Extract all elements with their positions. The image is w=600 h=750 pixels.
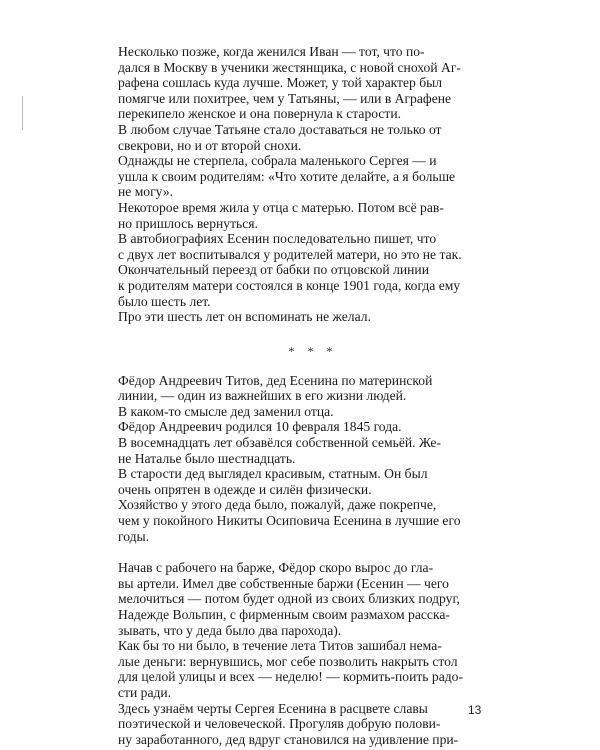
text-line: дался в Москву в ученики жестянщика, с новой снохой Аг- bbox=[118, 59, 461, 75]
text-line: к родителям матери состоялся в конце 1901 года, когда ему bbox=[118, 277, 461, 293]
text-line: годы. bbox=[118, 528, 150, 544]
text-line: ушла к своим родителям: «Что хотите делайте, а я больше bbox=[118, 168, 456, 184]
text-line: В любом случае Татьяне стало доставаться не только от bbox=[118, 121, 442, 137]
text-line: чем у покойного Никиты Осиповича Есенина в лучшие его bbox=[118, 513, 461, 529]
paragraph bbox=[118, 231, 480, 262]
paragraph-gap bbox=[118, 544, 480, 560]
text-line: Хозяйство у этого деда было, пожалуй, даже покрепче, bbox=[118, 497, 437, 513]
paragraph bbox=[118, 373, 480, 404]
text-line: Несколько позже, когда женился Иван — тот, что по- bbox=[118, 44, 425, 59]
text-line: В восемнадцать лет обзавёлся собственной семьёй. Же- bbox=[118, 435, 441, 451]
section-separator: * * * bbox=[288, 343, 338, 358]
text-line: сти ради. bbox=[118, 684, 172, 700]
paragraph bbox=[118, 466, 480, 497]
page-number: 13 bbox=[468, 703, 482, 717]
text-line: не могу». bbox=[118, 184, 174, 200]
scan-margin-mark bbox=[22, 96, 23, 130]
text-line: Однажды не стерпела, собрала маленького Сергея — и bbox=[118, 153, 437, 169]
text-line: помягче или похитрее, чем у Татьяны, — или в Аграфене bbox=[118, 90, 452, 106]
paragraph bbox=[118, 122, 480, 153]
paragraph bbox=[118, 200, 480, 231]
text-line: Начав с рабочего на барже, Фёдор скоро вырос до гла- bbox=[118, 560, 434, 576]
paragraph bbox=[118, 262, 480, 309]
paragraph bbox=[118, 153, 480, 200]
paragraph bbox=[118, 638, 480, 700]
text-line: Окончательный переезд от бабки по отцовской линии bbox=[118, 262, 429, 278]
text-line: рафена сошлась куда лучше. Может, у той характер был bbox=[118, 75, 443, 91]
text-line: Фёдор Андреевич родился 10 февраля 1845 года. bbox=[118, 419, 402, 435]
paragraph bbox=[118, 560, 480, 638]
text-line: вы артели. Имел две собственные баржи (Есенин — чего bbox=[118, 575, 449, 591]
text-line: ну заработанного, дед вдруг становился на удивление при- bbox=[118, 731, 459, 747]
text-line: свекрови, но и от второй снохи. bbox=[118, 137, 302, 153]
paragraph bbox=[118, 404, 480, 420]
text-line: мелочиться — потом будет одной из своих близких подруг, bbox=[118, 591, 460, 607]
text-line: Здесь узнаём черты Сергея Есенина в расцвете славы bbox=[118, 700, 428, 716]
paragraph bbox=[118, 44, 480, 122]
text-line: с двух лет воспитывался у родителей матери, но это не так. bbox=[118, 246, 462, 262]
text-line: для целой улицы и всех — неделю! — кормить-поить радо- bbox=[118, 669, 463, 685]
section-two bbox=[118, 373, 480, 748]
text-line: Про эти шесть лет он вспоминать не желал. bbox=[118, 309, 371, 325]
text-line: В старости дед выглядел красивым, статным. Он был bbox=[118, 466, 428, 482]
text-line: В автобиографиях Есенин последовательно пишет, что bbox=[118, 231, 437, 247]
text-line: линии, — один из важнейших в его жизни людей. bbox=[118, 388, 407, 404]
text-line: не Наталье было шестнадцать. bbox=[118, 450, 296, 466]
text-line: зывать, что у деда было два парохода). bbox=[118, 622, 342, 638]
text-line: очень опрятен в одежде и силён физически. bbox=[118, 481, 372, 497]
paragraph bbox=[118, 497, 480, 544]
paragraph bbox=[118, 701, 480, 748]
paragraph bbox=[118, 309, 480, 325]
text-line: Некоторое время жила у отца с матерью. Потом всё рав- bbox=[118, 199, 444, 215]
text-line: Надежде Вольпин, с фирменным своим размахом расска- bbox=[118, 607, 450, 622]
text-line: но пришлось вернуться. bbox=[118, 215, 258, 231]
book-page bbox=[118, 44, 480, 747]
text-line: было шесть лет. bbox=[118, 293, 211, 309]
text-line: Как бы то ни было, в течение лета Титов зашибал нема- bbox=[118, 638, 442, 654]
paragraph bbox=[118, 419, 480, 435]
text-line: Фёдор Андреевич Титов, дед Есенина по материнской bbox=[118, 372, 433, 388]
paragraph bbox=[118, 435, 480, 466]
text-line: перекипело женское и она повернула к старости. bbox=[118, 106, 402, 122]
text-line: В каком-то смысле дед заменил отца. bbox=[118, 403, 334, 419]
text-line: поэтической и человеческой. Прогуляв добрую полови- bbox=[118, 716, 441, 732]
section-one bbox=[118, 44, 480, 325]
text-line: лые деньги: вернувшись, мог себе позволить накрыть стол bbox=[118, 653, 458, 669]
